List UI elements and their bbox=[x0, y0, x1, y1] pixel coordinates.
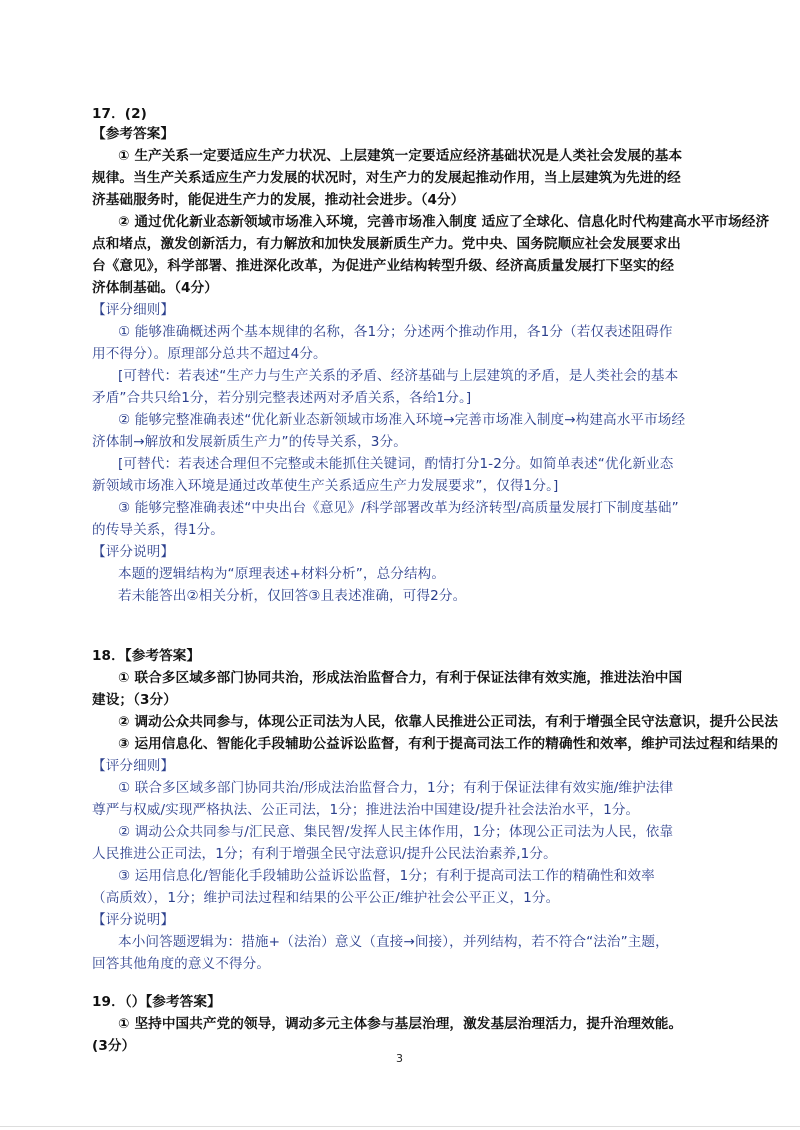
text-line: 尊严与权威/实现严格执法、公正司法，1分；推进法治中国建设/提升社会法治水平，1分。 bbox=[92, 802, 640, 818]
text-line: 的传导关系，得1分。 bbox=[92, 522, 224, 538]
text-line: (3分） bbox=[92, 1038, 136, 1054]
text-line: 【评分细则】 bbox=[92, 758, 175, 774]
text-line: 本小问答题逻辑为：措施+（法治）意义（直接→间接），并列结构，若不符合“法治”主题， bbox=[118, 934, 669, 950]
text-line: 新领域市场准入环境是通过改革使生产关系适应生产力发展要求”，仅得1分。] bbox=[92, 478, 559, 494]
text-line: 【评分说明】 bbox=[92, 912, 175, 928]
text-line: 矛盾”合共只给1分，若分别完整表述两对矛盾关系，各给1分。] bbox=[92, 390, 472, 406]
text-line: ① 能够准确概述两个基本规律的名称，各1分；分述两个推动作用，各1分（若仅表述阻碍作 bbox=[118, 324, 673, 340]
text-line: （高质效），1分；维护司法过程和结果的公平公正/维护社会公平正义，1分。 bbox=[92, 890, 560, 906]
text-line: ② 通过优化新业态新领域市场准入环境，完善市场准入制度 适应了全球化、信息化时代构建高水平市场经济 bbox=[118, 214, 770, 230]
text-line: 回答其他角度的意义不得分。 bbox=[92, 956, 271, 972]
text-line: 济体制→解放和发展新质生产力”的传导关系，3分。 bbox=[92, 434, 407, 450]
text-line: ② 调动公众共同参与/汇民意、集民智/发挥人民主体作用，1分；体现公正司法为人民，依靠 bbox=[118, 824, 674, 840]
text-line: 济体制基础。（4分） bbox=[92, 280, 219, 296]
text-line: 【评分细则】 bbox=[92, 302, 175, 318]
text-line: 人民推进公正司法，1分；有利于增强全民守法意识/提升公民法治素养,1分。 bbox=[92, 846, 557, 862]
text-line: 济基础服务时，能促进生产力的发展，推动社会进步。（4分） bbox=[92, 192, 465, 208]
text-line: 台《意见》，科学部署、推进深化改革，为促进产业结构转型升级、经济高质量发展打下坚实的经 bbox=[92, 258, 675, 274]
text-line: 规律。当生产关系适应生产力发展的状况时，对生产力的发展起推动作用，当上层建筑为先进的经 bbox=[92, 170, 681, 186]
text-line: 建设；（3分） bbox=[92, 692, 177, 708]
text-line: 18．【参考答案】 bbox=[92, 648, 201, 664]
text-line: 17．(2) bbox=[92, 106, 147, 122]
text-line: 【参考答案】 bbox=[92, 126, 175, 142]
page-number: 3 bbox=[396, 1052, 403, 1065]
text-line: ① 坚持中国共产党的领导，调动多元主体参与基层治理，激发基层治理活力，提升治理效能。 bbox=[118, 1016, 683, 1032]
text-line: ② 调动公众共同参与，体现公正司法为人民，依靠人民推进公正司法，有利于增强全民守法意识，提升公民法 bbox=[118, 714, 779, 730]
text-line: ① 生产关系一定要适应生产力状况、上层建筑一定要适应经济基础状况是人类社会发展的基本 bbox=[118, 148, 683, 164]
text-line: ③ 能够完整准确表述“中央出台《意见》/科学部署改革为经济转型/高质量发展打下制度基础” bbox=[118, 500, 679, 516]
page-bottom-rule bbox=[0, 1126, 800, 1127]
text-line: 若未能答出②相关分析，仅回答③且表述准确，可得2分。 bbox=[118, 588, 467, 604]
text-line: 点和堵点，激发创新活力，有力解放和加快发展新质生产力。党中央、国务院顺应社会发展要求出 bbox=[92, 236, 681, 252]
text-line: 19．（）【参考答案】 bbox=[92, 994, 221, 1010]
text-line: 【评分说明】 bbox=[92, 544, 175, 560]
text-line: ② 能够完整准确表述“优化新业态新领域市场准入环境→完善市场准入制度→构建高水平市场经 bbox=[118, 412, 686, 428]
text-line: 本题的逻辑结构为“原理表述+材料分析”，总分结构。 bbox=[118, 566, 446, 582]
text-line: ③ 运用信息化/智能化手段辅助公益诉讼监督，1分；有利于提高司法工作的精确性和效率 bbox=[118, 868, 655, 884]
text-line: ③ 运用信息化、智能化手段辅助公益诉讼监督，有利于提高司法工作的精确性和效率，维护司法过程和结果的 bbox=[118, 736, 779, 752]
text-line: [可替代：若表述合理但不完整或未能抓住关键词，酌情打分1-2分。如简单表述“优化新业态 bbox=[118, 456, 674, 472]
text-line: ① 联合多区域多部门协同共治，形成法治监督合力，有利于保证法律有效实施，推进法治中国 bbox=[118, 670, 683, 686]
text-line: [可替代：若表述“生产力与生产关系的矛盾、经济基础与上层建筑的矛盾，是人类社会的基本 bbox=[118, 368, 679, 384]
text-line: 用不得分）。原理部分总共不超过4分。 bbox=[92, 346, 327, 362]
text-line: ① 联合多区域多部门协同共治/形成法治监督合力，1分；有利于保证法律有效实施/维护法律 bbox=[118, 780, 674, 796]
